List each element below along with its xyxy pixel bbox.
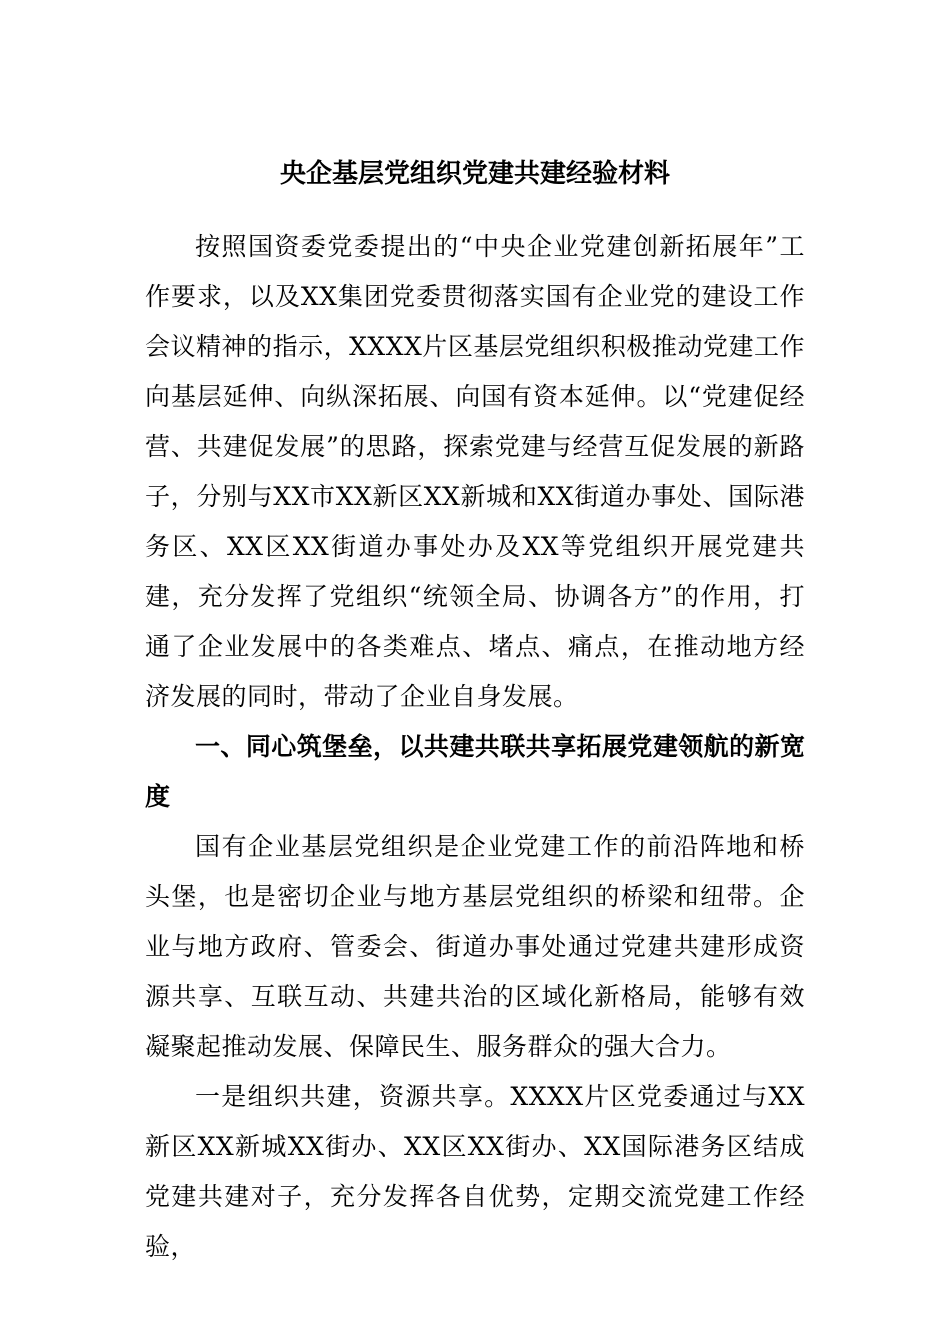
intro-paragraph: 按照国资委党委提出的“中央企业党建创新拓展年”工作要求，以及XX集团党委贯彻落实国有企业党的建设工作会议精神的指示，XXXX片区基层党组织积极推动党建工作向基层延伸、向纵深拓展、向国有资本延伸。以“党建促经营、共建促发展”的思路，探索党建与经营互促发展的新路子，分别与XX市XX新区XX新城和XX街道办事处、国际港务区、XX区XX街道办事处办及XX等党组织开展党建共建，充分发挥了党组织“统领全局、协调各方”的作用，打通了企业发展中的各类难点、堵点、痛点，在推动地方经济发展的同时，带动了企业自身发展。: [145, 232, 805, 711]
section-1-paragraph: 一是组织共建，资源共享。XXXX片区党委通过与XX新区XX新城XX街办、XX区XX街办、XX国际港务区结成党建共建对子，充分发挥各自优势，定期交流党建工作经验，: [145, 1082, 805, 1261]
section-heading-1: 一、同心筑堡垒，以共建共联共享拓展党建领航的新宽度: [145, 732, 805, 811]
document-title: 央企基层党组织党建共建经验材料: [279, 159, 670, 189]
section-1-paragraph: 国有企业基层党组织是企业党建工作的前沿阵地和桥头堡，也是密切企业与地方基层党组织的桥梁和纽带。企业与地方政府、管委会、街道办事处通过党建共建形成资源共享、互联互动、共建共治的区域化新格局，能够有效凝聚起推动发展、保障民生、服务群众的强大合力。: [145, 832, 805, 1061]
document-body: [145, 222, 805, 1272]
